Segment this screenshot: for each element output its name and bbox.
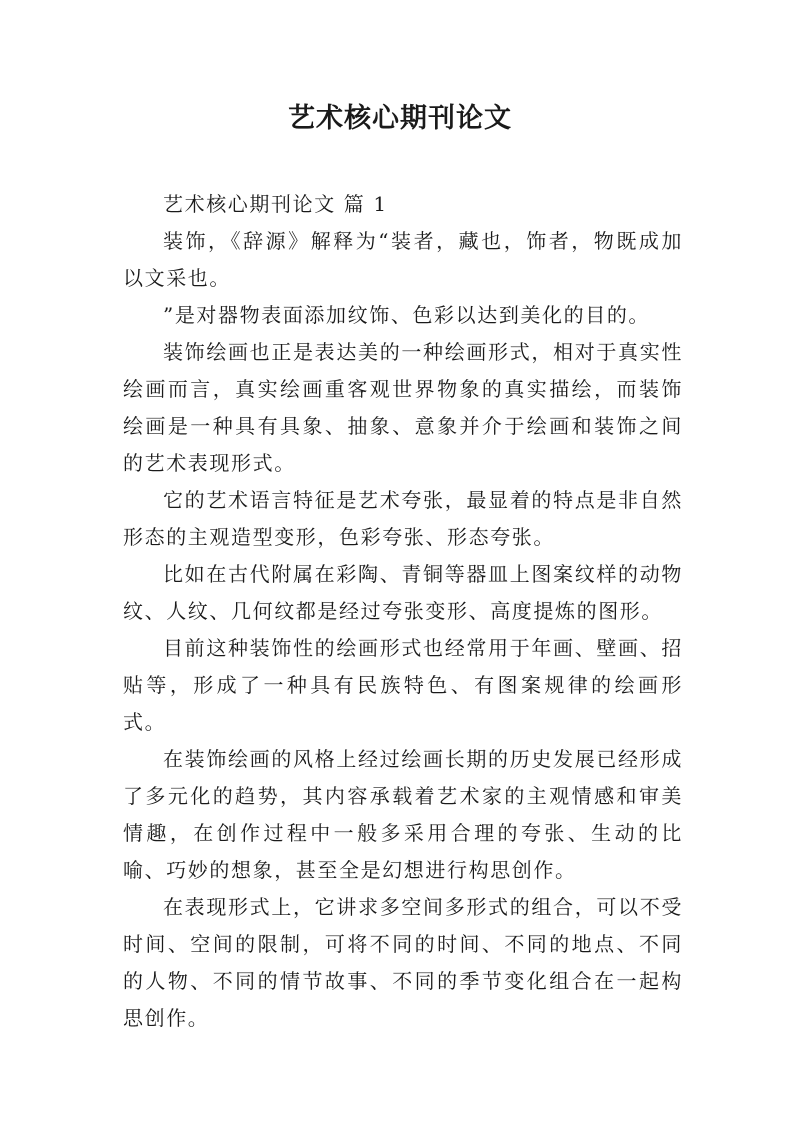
paragraph: 在表现形式上，它讲求多空间多形式的组合，可以不受时间、空间的限制，可将不同的时间、不同的地点、不同的人物、不同的情节故事、不同的季节变化组合在一起构思创作。: [123, 895, 683, 1030]
page-title: 艺术核心期刊论文: [288, 103, 512, 134]
paragraph: 装饰绘画也正是表达美的一种绘画形式，相对于真实性绘画而言，真实绘画重客观世界物象的真实描绘，而装饰绘画是一种具有具象、抽象、意象并介于绘画和装饰之间的艺术表现形式。: [123, 340, 683, 475]
paragraph: ”是对器物表面添加纹饰、色彩以达到美化的目的。: [163, 303, 651, 327]
section-heading: 艺术核心期刊论文 篇 1: [163, 192, 388, 216]
paragraph: 在装饰绘画的风格上经过绘画长期的历史发展已经形成了多元化的趋势，其内容承载着艺术家的主观情感和审美情趣，在创作过程中一般多采用合理的夸张、生动的比喻、巧妙的想象，甚至全是幻想进行构思创作。: [123, 747, 683, 882]
paragraph: 比如在古代附属在彩陶、青铜等器皿上图案纹样的动物纹、人纹、几何纹都是经过夸张变形、高度提炼的图形。: [123, 562, 683, 623]
paragraph: 它的艺术语言特征是艺术夸张，最显着的特点是非自然形态的主观造型变形，色彩夸张、形态夸张。: [123, 488, 683, 549]
document-body: [123, 186, 683, 1037]
paragraph: 装饰，《辞源》解释为“装者，藏也，饰者，物既成加以文采也。: [123, 229, 683, 290]
paragraph: 目前这种装饰性的绘画形式也经常用于年画、壁画、招贴等，形成了一种具有民族特色、有图案规律的绘画形式。: [123, 636, 683, 734]
